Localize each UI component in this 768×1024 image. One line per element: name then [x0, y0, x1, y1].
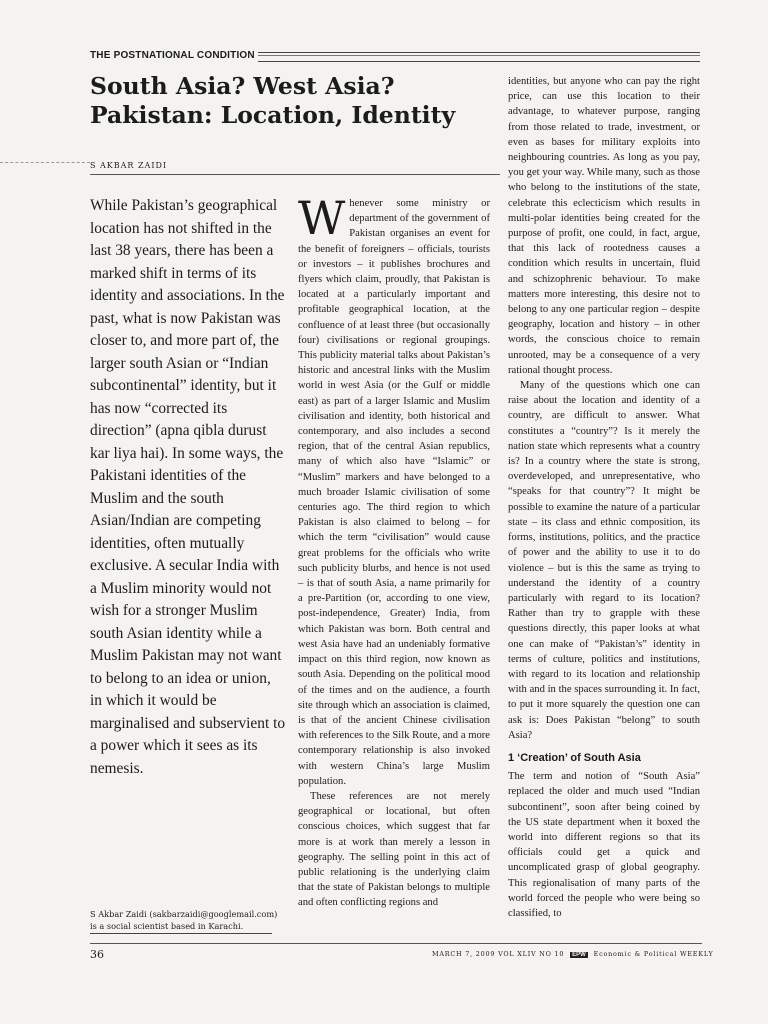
dropcap: W: [298, 191, 346, 245]
paragraph-2: These references are not merely geographical or locational, but often conscious choices, which suggest that far more is at work than merely a lesson in geography. The selling point in this act of public relationing is the underlying claim that the state of Pakistan belongs to multiple and often conflicting regions and: [298, 790, 490, 909]
article-title: South Asia? West Asia? Pakistan: Location, Identity: [90, 72, 456, 129]
author-divider-left: [0, 162, 90, 163]
footer-issue-line: [432, 950, 714, 958]
body-column-3: [508, 74, 700, 921]
author-byline: S AKBAR ZAIDI: [90, 161, 168, 170]
section-subheading: 1 ‘Creation’ of South Asia: [508, 751, 641, 764]
epw-logo: EPW: [572, 952, 586, 958]
section-heading: THE POSTNATIONAL CONDITION: [90, 50, 255, 61]
author-footnote: S Akbar Zaidi (sakbarzaidi@googlemail.com) is a social scientist based in Karachi.: [90, 909, 278, 931]
abstract-text: While Pakistan’s geographical location has not shifted in the last 38 years, there has been a marked shift in terms of its identity and associations. In the past, what is now Pakistan was closer to, and more part of, the larger south Asian or “Indian subcontinental” identity, but it has now “corrected its direction” (apna qibla durust kar liya hai). In some ways, the Pakistani identities of the Muslim and the south Asian/Indian are competing identities, often mutually exclusive. A secular India with a Muslim minority would not wish for a stronger Muslim south Asian identity while a Muslim Pakistan may not want to belong to an idea or union, in which it would be marginalised and subservient to a power which it sees as its nemesis.: [90, 197, 286, 777]
journal-name: Economic & Political WEEKLY: [593, 950, 714, 958]
paragraph-3: identities, but anyone who can pay the right price, can use this location to their advantage, to whatever purpose, ranging from those related to trade, investment, or even as bases for military exploits into neighbouring countries. As long as you pay, you get your way. While many, such as those who belong to the institutions of the state, celebrate this eclecticism which results in multi-polar identities being created for the purpose of profit, one could, in fact, argue, that this lack of rootedness causes a condition which results in uncertain, fluid and schizophrenic behaviour. To make matters more interesting, this desire not to belong to any one particular region – despite geography, location and history – in other words, the conscious choice to remain unrooted, may be a consequence of a very rational thought process.: [508, 76, 700, 376]
paragraph-1: henever some ministry or department of the government of Pakistan organises an event for the benefit of foreigners – officials, tourists or investors – it publishes brochures and flyers which claim, proudly, that Pakistan is located at a particularly important and profitable geographical location, at the confluence of at least three (but occasionally four) civilisations or regional groupings. This publicity material talks about Pakistan’s historic and ancestral links with the Muslim world in west Asia (or the Gulf or middle east) as part of a larger Islamic and Muslim civilisation and identity, both historical and contemporary, and also includes a second region, that of the central Asian republics, many of which also have “Islamic” or “Muslim” markers and have belonged to a much broader Islamic civilisation of some centuries ago. The third region to which Pakistan is also claimed to belong – for which the term “civilisation” would cause great problems for the officials who write such publicity blurbs, and hence is not used – is that of south Asia, a name primarily for a pre-Partition (or, according to one view, post-independence, Greater) India, from which Pakistan was born. Both central and west Asia have had an undeniably formative impact on this third region, now known as south Asia. Depending on the political mood of the times and on the audience, a fourth site through which an association is claimed, is that of the ancient Chinese civilisation with references to the Silk Route, and a more contemporary relationship is also invoked with western China’s large Muslim population.: [298, 198, 490, 787]
footnote-divider: [90, 933, 272, 934]
body-column-2: [298, 191, 490, 911]
abstract: [90, 195, 286, 780]
section-rule: [258, 52, 700, 62]
issue-info: MARCH 7, 2009 VOL XLIV NO 10: [432, 950, 565, 958]
paragraph-5: The term and notion of “South Asia” replaced the older and much used “Indian subcontinent”, soon after being coined by the US state department when it boxed the world into different regions so that its officials could get a quick and uncomplicated grasp of global geography. This regionalisation of many parts of the world forced the people who were being so classified, to: [508, 771, 700, 919]
paragraph-4: Many of the questions which one can raise about the location and identity of a country, are difficult to answer. What constitutes a “country”? Is it merely the nation state which represents what a country is? In a country where the state is strong, overdeveloped, and unrepresentative, who “speaks for that country”? It might be possible to examine the nature of a particular state – its class and ethnic composition, its forms, institutions, politics, and the practice of power and the ability to use it to do violence – but is this the same as trying to understand the identity of a country particularly with regard to its location? Rather than try to grapple with these questions directly, this paper looks at what one can make of “Pakistan’s” identity in terms of culture, politics and institutions, with regard to its location and relationship with and in the spaces surrounding it. In fact, to put it more squarely the question one can ask is: Does Pakistan “belong” to south Asia?: [508, 380, 700, 741]
footer-divider: [90, 943, 702, 944]
author-divider: [90, 174, 500, 175]
page-number: 36: [90, 948, 104, 961]
